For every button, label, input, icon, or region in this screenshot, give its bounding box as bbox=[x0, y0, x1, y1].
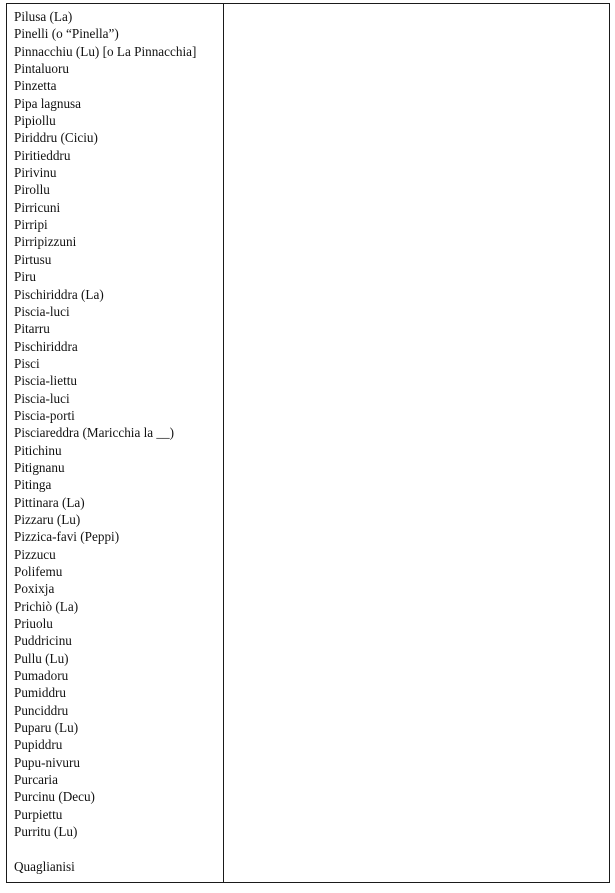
name-entry: Pitignanu bbox=[14, 459, 65, 475]
name-entry bbox=[14, 841, 223, 858]
name-entry: Piritieddru bbox=[14, 147, 71, 163]
name-entry: Punciddru bbox=[14, 702, 69, 718]
name-entry: Pintaluoru bbox=[14, 61, 69, 77]
name-entry: Pizzaru (Lu) bbox=[14, 511, 81, 527]
name-entry: Pumadoru bbox=[14, 668, 69, 684]
name-entry: Pirripi bbox=[14, 217, 48, 233]
name-entry: Pirivinu bbox=[14, 165, 57, 181]
name-entry: Pipa lagnusa bbox=[14, 95, 82, 111]
name-entry: Pinelli (o “Pinella”) bbox=[14, 26, 119, 42]
name-entry: Quaglianisi bbox=[14, 858, 75, 874]
name-entry: Poxixja bbox=[14, 581, 55, 597]
name-entry: Puddricinu bbox=[14, 633, 72, 649]
document-table bbox=[6, 3, 610, 883]
name-entry: Purcinu (Decu) bbox=[14, 789, 95, 805]
name-entry: Pipiollu bbox=[14, 113, 56, 129]
name-entry: Puparu (Lu) bbox=[14, 720, 79, 736]
name-entry: Priuolu bbox=[14, 616, 53, 632]
name-entry: Pisciareddra (Maricchia la __) bbox=[14, 425, 175, 441]
name-entry: Pupu-nivuru bbox=[14, 754, 80, 770]
name-entry: Pittinara (La) bbox=[14, 494, 85, 510]
name-entry: Pitarru bbox=[14, 321, 50, 337]
name-entry: Pirtusu bbox=[14, 251, 52, 267]
name-entry: Piscia-luci bbox=[14, 303, 70, 319]
name-entry: Pizzucu bbox=[14, 546, 56, 562]
name-entry: Pitinga bbox=[14, 477, 52, 493]
name-entry: Purpiettu bbox=[14, 806, 63, 822]
name-entry: Prichiò (La) bbox=[14, 598, 79, 614]
name-entry: Piriddru (Ciciu) bbox=[14, 130, 98, 146]
name-entry: Pinnacchiu (Lu) [o La Pinnacchia] bbox=[14, 43, 197, 59]
names-column bbox=[7, 4, 224, 882]
name-entry: Piscia-luci bbox=[14, 390, 70, 406]
name-entry: Pischiriddra bbox=[14, 338, 78, 354]
name-entry: Pumiddru bbox=[14, 685, 67, 701]
name-entry: Piscia-liettu bbox=[14, 373, 77, 389]
name-entry: Polifemu bbox=[14, 564, 63, 579]
name-entry: Pizzica-favi (Peppi) bbox=[14, 529, 120, 545]
name-entry: Pirricuni bbox=[14, 199, 61, 215]
empty-column bbox=[224, 4, 609, 882]
name-entry: Pinzetta bbox=[14, 78, 57, 94]
name-entry: Pupiddru bbox=[14, 737, 63, 753]
name-entry: Pirripizzuni bbox=[14, 234, 77, 250]
name-entry: Purritu (Lu) bbox=[14, 824, 78, 840]
name-entry: Piru bbox=[14, 269, 36, 285]
name-entry: Pitichinu bbox=[14, 442, 62, 458]
name-entry: Pirollu bbox=[14, 182, 50, 198]
name-entry: Purcaria bbox=[14, 772, 58, 788]
name-entry: Pullu (Lu) bbox=[14, 650, 69, 666]
name-entry: Pisci bbox=[14, 355, 40, 371]
name-entry: Pilusa (La) bbox=[14, 9, 73, 24]
name-entry: Pischiriddra (La) bbox=[14, 286, 104, 302]
name-entry: Piscia-porti bbox=[14, 407, 75, 423]
